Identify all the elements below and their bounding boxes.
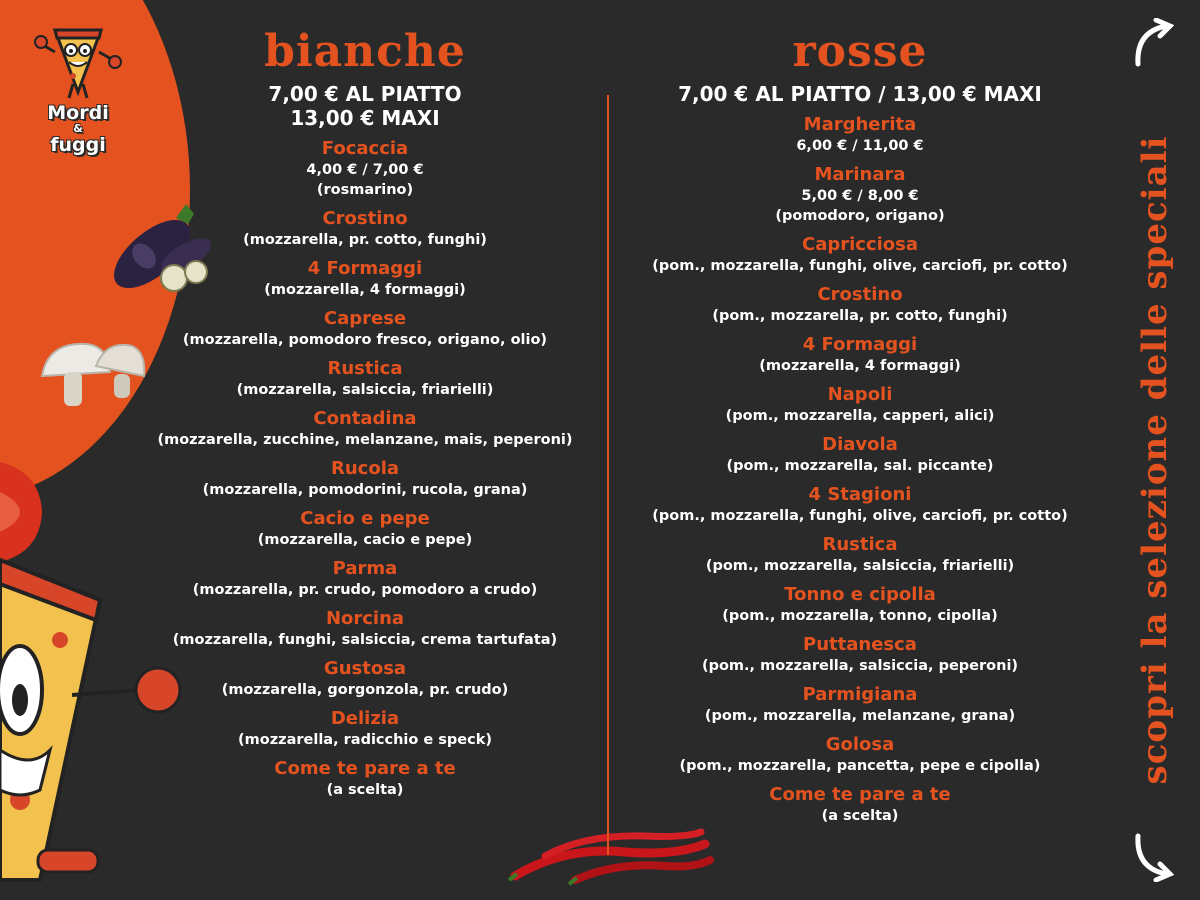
menu-item-detail: (mozzarella, pr. cotto, funghi) bbox=[243, 232, 487, 248]
menu-item-detail: (pom., mozzarella, funghi, olive, carciofi, pr. cotto) bbox=[652, 508, 1068, 524]
menu-item-name: Come te pare a te bbox=[274, 758, 456, 779]
menu-item bbox=[620, 584, 1100, 626]
menu-item-name: Cacio e pepe bbox=[300, 508, 430, 529]
rosse-title: rosse bbox=[792, 26, 928, 77]
menu-item-name: Puttanesca bbox=[803, 634, 917, 655]
menu-item bbox=[130, 508, 600, 550]
menu-item-name: Napoli bbox=[827, 384, 893, 405]
menu-item-name: Parmigiana bbox=[802, 684, 918, 705]
menu-item bbox=[130, 408, 600, 450]
curved-arrow-icon bbox=[1130, 832, 1174, 882]
menu-item-name: Gustosa bbox=[323, 658, 407, 679]
menu-item bbox=[620, 384, 1100, 426]
bianche-section bbox=[130, 28, 600, 808]
menu-item-name: 4 Stagioni bbox=[808, 484, 912, 505]
menu-item-detail: (pomodoro, origano) bbox=[775, 208, 945, 224]
menu-item bbox=[130, 708, 600, 750]
brand-ampersand: & bbox=[73, 122, 83, 135]
menu-item bbox=[130, 308, 600, 350]
menu-item-name: Delizia bbox=[330, 708, 400, 729]
menu-item-name: Crostino bbox=[322, 208, 408, 229]
menu-item bbox=[620, 334, 1100, 376]
menu-item bbox=[620, 684, 1100, 726]
column-divider bbox=[607, 95, 609, 855]
curved-arrow-icon bbox=[1130, 18, 1174, 68]
menu-item bbox=[620, 284, 1100, 326]
menu-item bbox=[620, 534, 1100, 576]
menu-item-detail: (mozzarella, pomodorini, rucola, grana) bbox=[202, 482, 528, 498]
menu-item-name: Rustica bbox=[327, 358, 403, 379]
menu-item-detail: (pom., mozzarella, salsiccia, peperoni) bbox=[701, 658, 1019, 674]
menu-item-name: Come te pare a te bbox=[769, 784, 951, 805]
menu-item-detail: (mozzarella, pomodoro fresco, origano, olio) bbox=[182, 332, 548, 348]
side-promo-text: scopri la selezione delle speciali bbox=[1135, 135, 1175, 785]
menu-item-detail: (mozzarella, pr. crudo, pomodoro a crudo) bbox=[192, 582, 538, 598]
menu-item bbox=[130, 258, 600, 300]
menu-item-detail: (pom., mozzarella, pr. cotto, funghi) bbox=[712, 308, 1008, 324]
menu-item-detail: (pom., mozzarella, salsiccia, friarielli) bbox=[705, 558, 1015, 574]
bianche-price-plate: 7,00 € AL PIATTO bbox=[268, 82, 462, 106]
menu-item bbox=[130, 458, 600, 500]
menu-item-name: Focaccia bbox=[321, 138, 409, 159]
menu-item-detail: 4,00 € / 7,00 € bbox=[306, 162, 424, 178]
menu-item bbox=[620, 484, 1100, 526]
menu-item-detail: (mozzarella, gorgonzola, pr. crudo) bbox=[221, 682, 509, 698]
menu-item-detail: (mozzarella, zucchine, melanzane, mais, peperoni) bbox=[157, 432, 573, 448]
menu-item-name: Rucola bbox=[330, 458, 400, 479]
menu-item-detail: (rosmarino) bbox=[316, 182, 414, 198]
menu-item bbox=[130, 208, 600, 250]
menu-item-name: Rustica bbox=[822, 534, 898, 555]
menu-item bbox=[620, 634, 1100, 676]
menu-item-name: Caprese bbox=[323, 308, 407, 329]
menu-item bbox=[130, 758, 600, 800]
rosse-price-block bbox=[620, 82, 1100, 106]
menu-item bbox=[130, 558, 600, 600]
menu-item-name: Norcina bbox=[325, 608, 405, 629]
bianche-price-block bbox=[130, 82, 600, 130]
rosse-section bbox=[620, 28, 1100, 834]
menu-item bbox=[620, 164, 1100, 226]
menu-item bbox=[620, 114, 1100, 156]
menu-item-name: 4 Formaggi bbox=[802, 334, 918, 355]
menu-item bbox=[130, 658, 600, 700]
menu-item-name: Capricciosa bbox=[801, 234, 919, 255]
menu-item-detail: 6,00 € / 11,00 € bbox=[796, 138, 924, 154]
menu-item-name: Golosa bbox=[825, 734, 895, 755]
brand-logo bbox=[28, 22, 128, 156]
menu-item-name: Diavola bbox=[822, 434, 898, 455]
bianche-item-list bbox=[130, 138, 600, 800]
menu-item-detail: (mozzarella, salsiccia, friarielli) bbox=[236, 382, 494, 398]
menu-item bbox=[130, 358, 600, 400]
menu-item-detail: (mozzarella, 4 formaggi) bbox=[264, 282, 466, 298]
menu-item-name: 4 Formaggi bbox=[307, 258, 423, 279]
menu-item bbox=[620, 784, 1100, 826]
menu-item-detail: (pom., mozzarella, tonno, cipolla) bbox=[722, 608, 998, 624]
menu-item bbox=[620, 434, 1100, 476]
menu-item-detail: (a scelta) bbox=[326, 782, 404, 798]
brand-name-line2: fuggi bbox=[50, 134, 106, 156]
menu-item-name: Parma bbox=[332, 558, 398, 579]
menu-item-name: Crostino bbox=[817, 284, 903, 305]
rosse-price: 7,00 € AL PIATTO / 13,00 € MAXI bbox=[678, 82, 1042, 106]
menu-item-detail: (a scelta) bbox=[821, 808, 899, 824]
menu-item-detail: (pom., mozzarella, capperi, alici) bbox=[725, 408, 995, 424]
menu-item bbox=[620, 734, 1100, 776]
menu-item-detail: (mozzarella, cacio e pepe) bbox=[257, 532, 473, 548]
menu-item-name: Contadina bbox=[313, 408, 417, 429]
menu-item-name: Marinara bbox=[814, 164, 906, 185]
menu-item-detail: (pom., mozzarella, sal. piccante) bbox=[726, 458, 994, 474]
bianche-price-maxi: 13,00 € MAXI bbox=[290, 106, 440, 130]
menu-item-detail: (mozzarella, radicchio e speck) bbox=[238, 732, 492, 748]
menu-item-detail: (mozzarella, funghi, salsiccia, crema tartufata) bbox=[172, 632, 558, 648]
menu-item bbox=[130, 608, 600, 650]
tomato-icon bbox=[0, 462, 45, 562]
menu-item-detail: (pom., mozzarella, melanzane, grana) bbox=[704, 708, 1016, 724]
menu-item-detail: (pom., mozzarella, funghi, olive, carciofi, pr. cotto) bbox=[652, 258, 1068, 274]
menu-item-detail: (mozzarella, 4 formaggi) bbox=[759, 358, 961, 374]
pizza-mascot-icon bbox=[33, 22, 123, 102]
menu-item-detail: (pom., mozzarella, pancetta, pepe e cipolla) bbox=[679, 758, 1041, 774]
menu-item-detail: 5,00 € / 8,00 € bbox=[801, 188, 919, 204]
brand-name-line1: Mordi bbox=[47, 102, 109, 124]
menu-item bbox=[620, 234, 1100, 276]
chili-pepper-icon bbox=[505, 826, 715, 888]
rosse-item-list bbox=[620, 114, 1100, 826]
menu-item-name: Margherita bbox=[803, 114, 917, 135]
menu-item bbox=[130, 138, 600, 200]
bianche-title: bianche bbox=[264, 26, 466, 77]
menu-item-name: Tonno e cipolla bbox=[784, 584, 936, 605]
